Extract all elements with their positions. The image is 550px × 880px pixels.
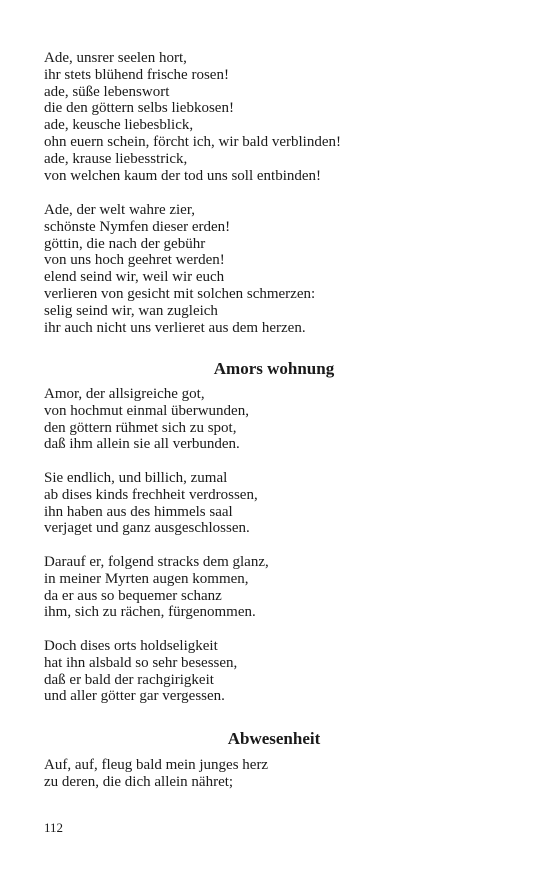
poem2-stanza-1: [44, 386, 249, 453]
verse-line: in meiner Myrten augen kommen,: [44, 570, 249, 587]
poem-title: Amors wohnung: [213, 359, 335, 378]
verse-line: daß er bald der rachgirigkeit: [44, 671, 214, 688]
verse-line: von uns hoch geehret werden!: [44, 252, 225, 269]
verse-line: daß ihm allein sie all verbunden.: [44, 436, 240, 453]
verse-line: schönste Nymfen dieser erden!: [44, 218, 231, 235]
verse-line: ihr auch nicht uns verlieret aus dem herzen.: [44, 319, 306, 336]
verse-line: Doch dises orts holdseligkeit: [44, 638, 218, 654]
poem1-stanza-2: [44, 202, 315, 336]
poem1-stanza-1: [44, 50, 341, 184]
verse-line: Ade, unsrer seelen hort,: [44, 50, 187, 66]
verse-line: und aller götter gar vergessen.: [44, 688, 225, 705]
verse-line: die den göttern selbs liebkosen!: [44, 100, 234, 117]
verse-line: selig seind wir, wan zugleich: [44, 302, 218, 319]
verse-line: Amor, der allsigreiche got,: [44, 386, 205, 402]
verse-line: da er aus so bequemer schanz: [44, 587, 222, 604]
verse-line: ab dises kinds frechheit verdrossen,: [44, 486, 258, 503]
verse-line: Darauf er, folgend stracks dem glanz,: [44, 554, 269, 570]
poem2-stanza-3: [44, 554, 269, 621]
verse-line: zu deren, die dich allein nähret;: [44, 773, 234, 790]
verse-line: Sie endlich, und billich, zumal: [44, 470, 228, 486]
page-number: 112: [44, 820, 64, 835]
verse-line: ade, krause liebesstrick,: [44, 150, 188, 167]
verse-line: verlieren von gesicht mit solchen schmerzen:: [44, 285, 316, 302]
poem2-stanza-4: [44, 638, 237, 705]
verse-line: ohn euern schein, förcht ich, wir bald verblinden!: [44, 133, 341, 150]
verse-line: ihr stets blühend frische rosen!: [44, 66, 229, 83]
verse-line: hat ihn alsbald so sehr besessen,: [44, 654, 238, 671]
poem3-stanza-1: [44, 757, 268, 791]
verse-line: ihn haben aus des himmels saal: [44, 503, 233, 520]
poem-title: Abwesenheit: [227, 729, 321, 748]
verse-line: Auf, auf, fleug bald mein junges herz: [44, 757, 269, 773]
verse-line: von hochmut einmal überwunden,: [44, 402, 249, 419]
verse-line: elend seind wir, weil wir euch: [44, 269, 225, 286]
book-page: [44, 0, 514, 880]
verse-line: ade, keusche liebesblick,: [44, 117, 194, 134]
verse-line: ihm, sich zu rächen, fürgenommen.: [44, 604, 256, 621]
poem2-stanza-2: [44, 470, 258, 537]
verse-line: von welchen kaum der tod uns soll entbinden!: [44, 167, 322, 184]
verse-line: verjaget und ganz ausgeschlossen.: [44, 520, 250, 537]
verse-line: den göttern rühmet sich zu spot,: [44, 419, 237, 436]
verse-line: Ade, der welt wahre zier,: [44, 202, 195, 218]
verse-line: göttin, die nach der gebühr: [44, 235, 206, 252]
verse-line: ade, süße lebenswort: [44, 83, 170, 100]
